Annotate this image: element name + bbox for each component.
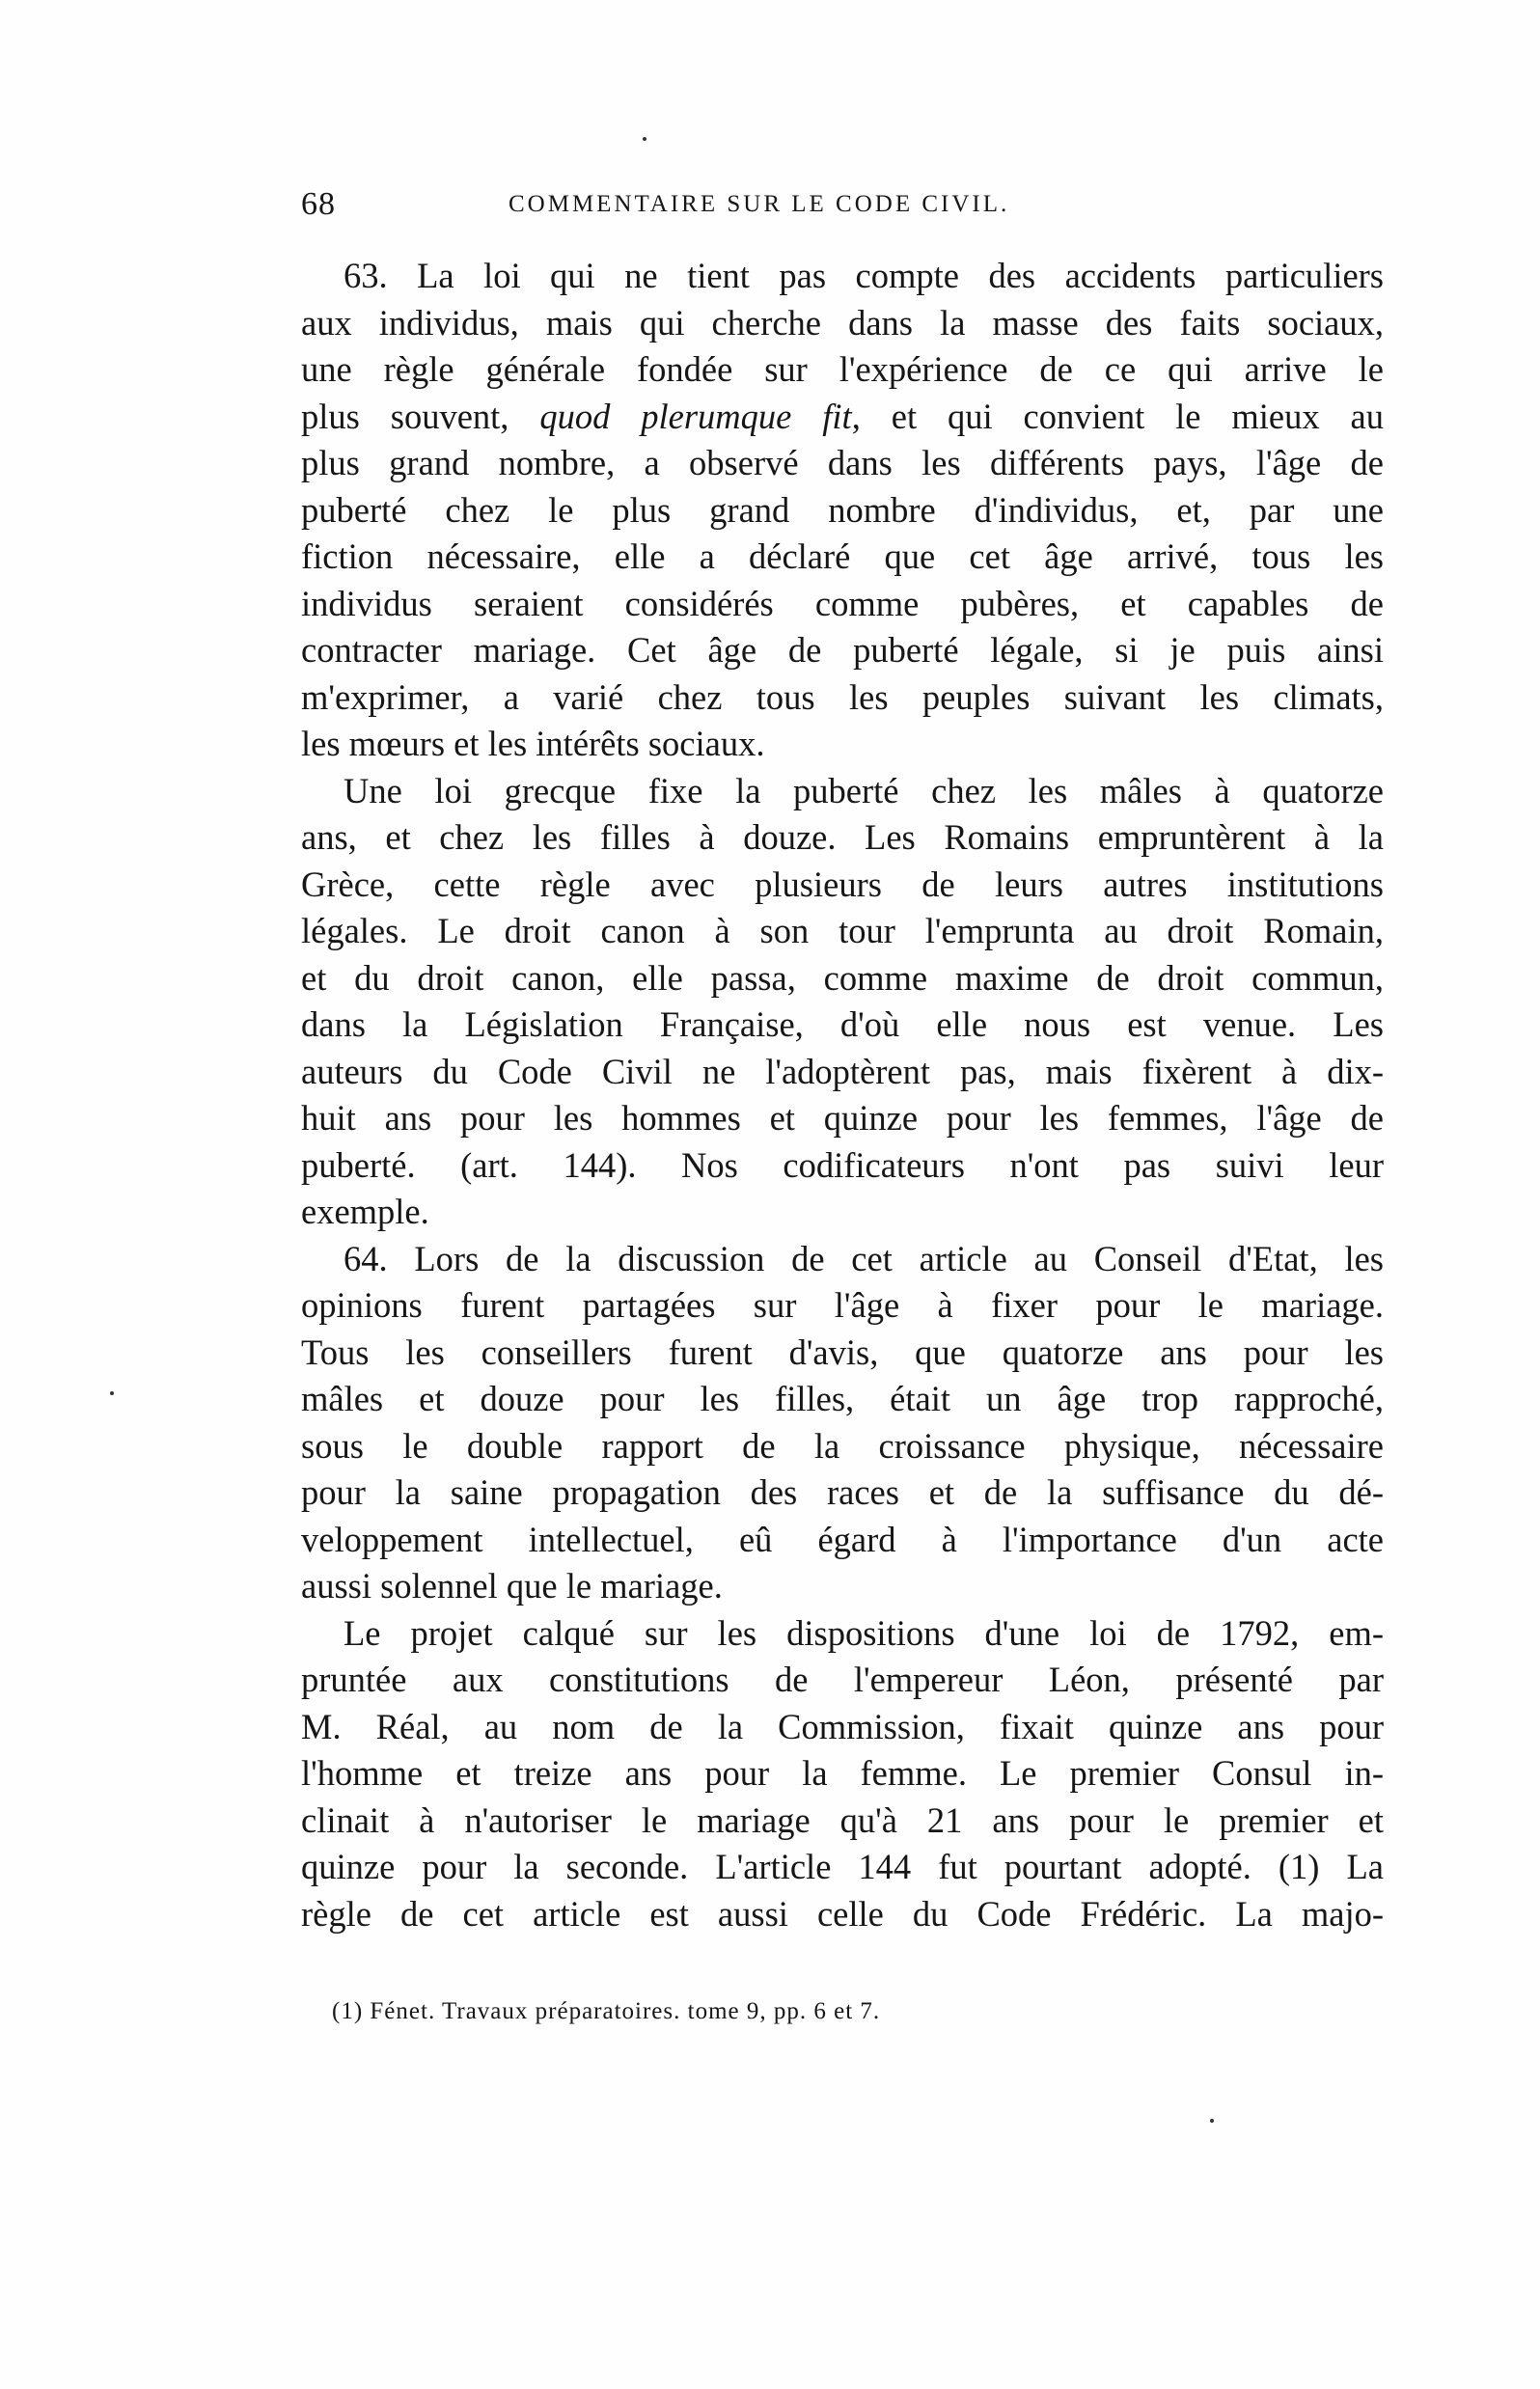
paragraph-63-line: aux individus, mais qui cherche dans la masse des faits sociaux,: [301, 302, 1384, 343]
paragraph-projet-line: quinze pour la seconde. L'article 144 fut pourtant adopté. (1) La: [301, 1847, 1384, 1886]
paragraph-63-line: contracter mariage. Cet âge de puberté légale, si je puis ainsi: [301, 630, 1384, 670]
paragraph-63-line: les mœurs et les intérêts sociaux.: [301, 724, 765, 763]
paragraph-63-line: une règle générale fondée sur l'expérience de ce qui arrive le: [301, 349, 1384, 389]
paragraph-greek-law-line: puberté. (art. 144). Nos codificateurs n'ont pas suivi leur: [301, 1144, 1384, 1185]
paragraph-greek-law-line: Grèce, cette règle avec plusieurs de leurs autres institutions: [301, 864, 1384, 904]
paragraph-projet-line: pruntée aux constitutions de l'empereur Léon, présenté par: [301, 1660, 1384, 1699]
paragraph-63-line: puberté chez le plus grand nombre d'individus, et, par une: [301, 489, 1384, 530]
paragraph-projet-line: l'homme et treize ans pour la femme. Le premier Consul in-: [301, 1753, 1384, 1793]
paragraph-64-line: pour la saine propagation des races et de la suffisance du dé-: [301, 1472, 1384, 1512]
paragraph-64-line: sous le double rapport de la croissance physique, nécessaire: [301, 1425, 1384, 1466]
running-head: COMMENTAIRE SUR LE CODE CIVIL.: [509, 191, 1010, 217]
paragraph-projet-line: clinait à n'autoriser le mariage qu'à 21 ans pour le premier et: [301, 1799, 1384, 1840]
paragraph-63-line: 63. La loi qui ne tient pas compte des accidents particuliers: [344, 256, 1384, 295]
paragraph-projet-line: règle de cet article est aussi celle du Code Frédéric. La majo-: [301, 1893, 1384, 1934]
paragraph-greek-law-line: et du droit canon, elle passa, comme maxime de droit commun,: [301, 957, 1384, 998]
line-segment-after-italic: , et qui convient le mieux au: [851, 396, 1384, 436]
paragraph-64-line: opinions furent partagées sur l'âge à fixer pour le mariage.: [301, 1285, 1384, 1325]
paragraph-64-line: mâles et douze pour les filles, était un âge trop rapproché,: [301, 1379, 1384, 1418]
page-header: [301, 183, 1382, 226]
paragraph-64-line: 64. Lors de la discussion de cet article au Conseil d'Etat, les: [344, 1238, 1384, 1278]
italic-latin-phrase: quod plerumque fit: [539, 396, 852, 436]
paragraph-greek-law-line: ans, et chez les filles à douze. Les Romains empruntèrent à la: [301, 817, 1384, 857]
paragraph-64-line: aussi solennel que le mariage.: [301, 1566, 723, 1606]
page-number: 68: [301, 186, 336, 222]
paragraph-projet-line: Le projet calqué sur les dispositions d'une loi de 1792, em-: [344, 1612, 1384, 1653]
paragraph-63-line: plus grand nombre, a observé dans les différents pays, l'âge de: [301, 443, 1384, 482]
body-text: [301, 253, 1384, 1937]
paragraph-projet-line: M. Réal, au nom de la Commission, fixait quinze ans pour: [301, 1706, 1384, 1746]
print-speck: [1210, 2119, 1214, 2123]
paragraph-greek-law-line: auteurs du Code Civil ne l'adoptèrent pas, mais fixèrent à dix-: [301, 1051, 1384, 1091]
paragraph-63-line: individus seraient considérés comme pubères, et capables de: [301, 583, 1384, 623]
paragraph-63-line-with-italic: [301, 394, 1384, 441]
paragraph-64-line: Tous les conseillers furent d'avis, que quatorze ans pour les: [301, 1332, 1384, 1372]
print-speck: [643, 137, 646, 141]
paragraph-greek-law-line: exemple.: [301, 1192, 429, 1231]
paragraph-63-line: fiction nécessaire, elle a déclaré que cet âge arrivé, tous les: [301, 536, 1384, 576]
footnote: (1) Fénet. Travaux préparatoires. tome 9, pp. 6 et 7.: [332, 1998, 881, 2024]
paragraph-greek-law-line: légales. Le droit canon à son tour l'emprunta au droit Romain,: [301, 911, 1384, 950]
paragraph-greek-law-line: dans la Législation Française, d'où elle nous est venue. Les: [301, 1004, 1384, 1044]
paragraph-greek-law-line: Une loi grecque fixe la puberté chez les mâles à quatorze: [344, 770, 1384, 810]
paragraph-64-line: veloppement intellectuel, eû égard à l'importance d'un acte: [301, 1519, 1384, 1559]
line-segment-before-italic: plus souvent,: [301, 396, 540, 436]
print-speck: [110, 1391, 114, 1395]
paragraph-63-line: m'exprimer, a varié chez tous les peuples suivant les climats,: [301, 676, 1384, 717]
paragraph-greek-law-line: huit ans pour les hommes et quinze pour les femmes, l'âge de: [301, 1098, 1384, 1138]
